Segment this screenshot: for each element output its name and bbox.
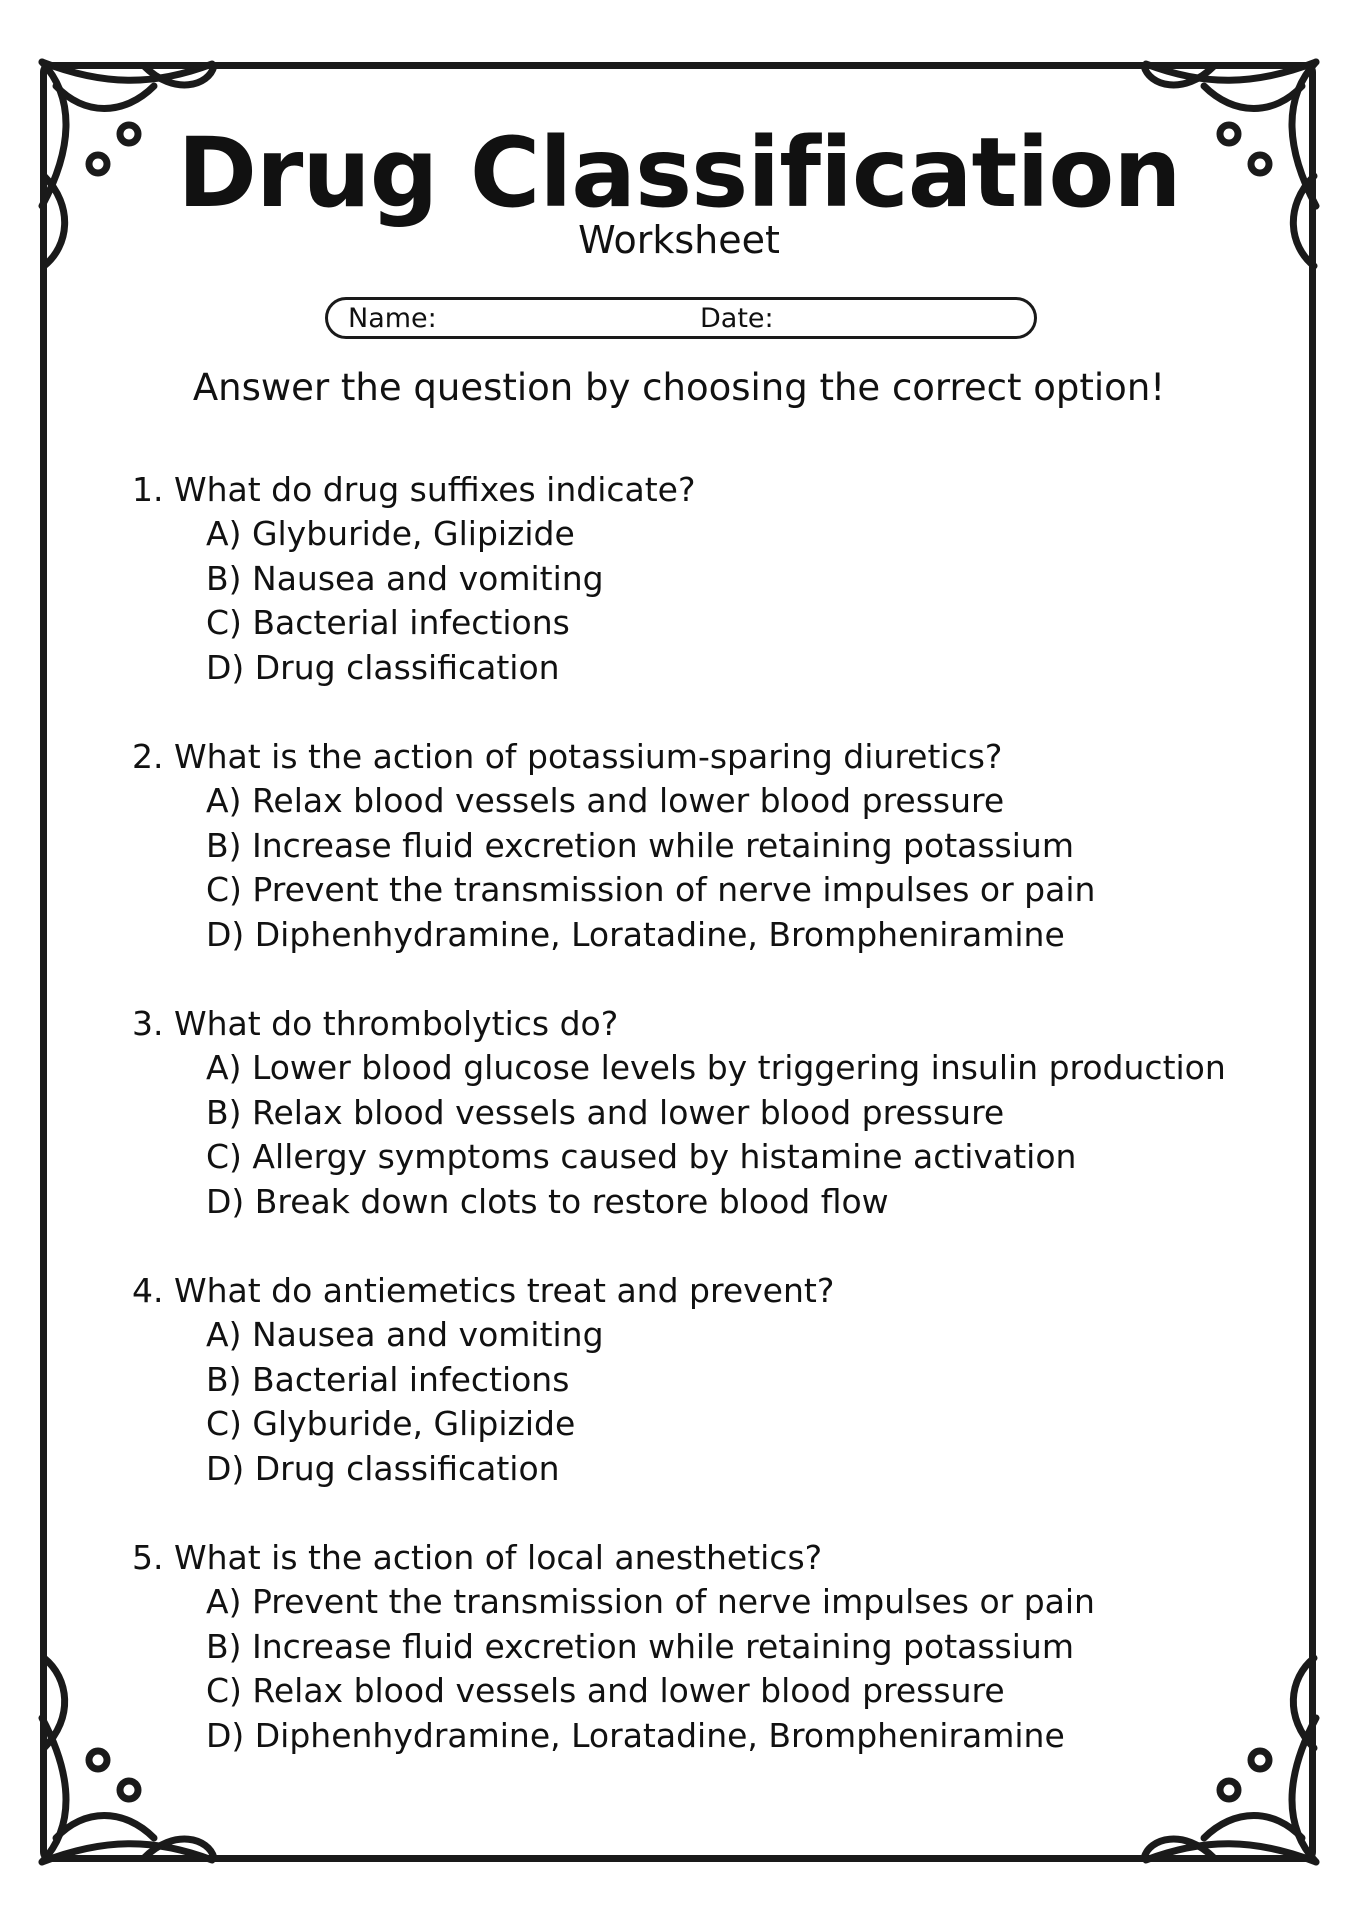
option-b[interactable]: B) Relax blood vessels and lower blood pressure [206,1092,1005,1132]
option-a[interactable]: A) Glyburide, Glipizide [206,514,575,553]
option-c[interactable]: C) Allergy symptoms caused by histamine activation [206,1137,1077,1176]
option-b[interactable]: B) Increase fluid excretion while retaining potassium [206,1626,1074,1666]
option-b[interactable]: B) Nausea and vomiting [206,558,604,598]
option-c[interactable]: C) Bacterial infections [206,603,570,642]
option-b[interactable]: B) Bacterial infections [206,1359,570,1399]
option-a[interactable]: A) Relax blood vessels and lower blood pressure [206,781,1005,820]
question-5 [132,1536,1282,1803]
option-c[interactable]: C) Prevent the transmission of nerve impulses or pain [206,870,1096,909]
instruction-text: Answer the question by choosing the correct option! [192,366,1166,409]
name-label: Name: [348,303,437,334]
question-text: 5. What is the action of local anesthetics? [132,1538,823,1577]
option-c[interactable]: C) Relax blood vessels and lower blood pressure [206,1671,1005,1710]
page-subtitle: Worksheet [578,218,780,262]
option-d[interactable]: D) Diphenhydramine, Loratadine, Brompheniramine [206,1715,1065,1755]
option-c[interactable]: C) Glyburide, Glipizide [206,1404,576,1443]
option-a[interactable]: A) Lower blood glucose levels by triggering insulin production [206,1048,1226,1087]
question-1 [132,468,1282,735]
question-list [132,468,1282,1803]
question-text: 1. What do drug suffixes indicate? [132,470,696,509]
page-title: Drug Classification [177,117,1181,229]
option-a[interactable]: A) Nausea and vomiting [206,1315,604,1354]
question-4 [132,1269,1282,1536]
question-3 [132,1002,1282,1269]
question-text: 2. What is the action of potassium-sparing diuretics? [132,737,1003,776]
name-date-field[interactable] [325,297,1037,339]
option-d[interactable]: D) Break down clots to restore blood flow [206,1181,889,1221]
option-b[interactable]: B) Increase fluid excretion while retaining potassium [206,825,1074,865]
question-text: 4. What do antiemetics treat and prevent? [132,1271,835,1310]
date-label: Date: [700,303,774,334]
option-d[interactable]: D) Diphenhydramine, Loratadine, Brompheniramine [206,914,1065,954]
option-d[interactable]: D) Drug classification [206,1448,560,1488]
question-text: 3. What do thrombolytics do? [132,1004,619,1043]
option-d[interactable]: D) Drug classification [206,647,560,687]
option-a[interactable]: A) Prevent the transmission of nerve impulses or pain [206,1582,1095,1621]
question-2 [132,735,1282,1002]
